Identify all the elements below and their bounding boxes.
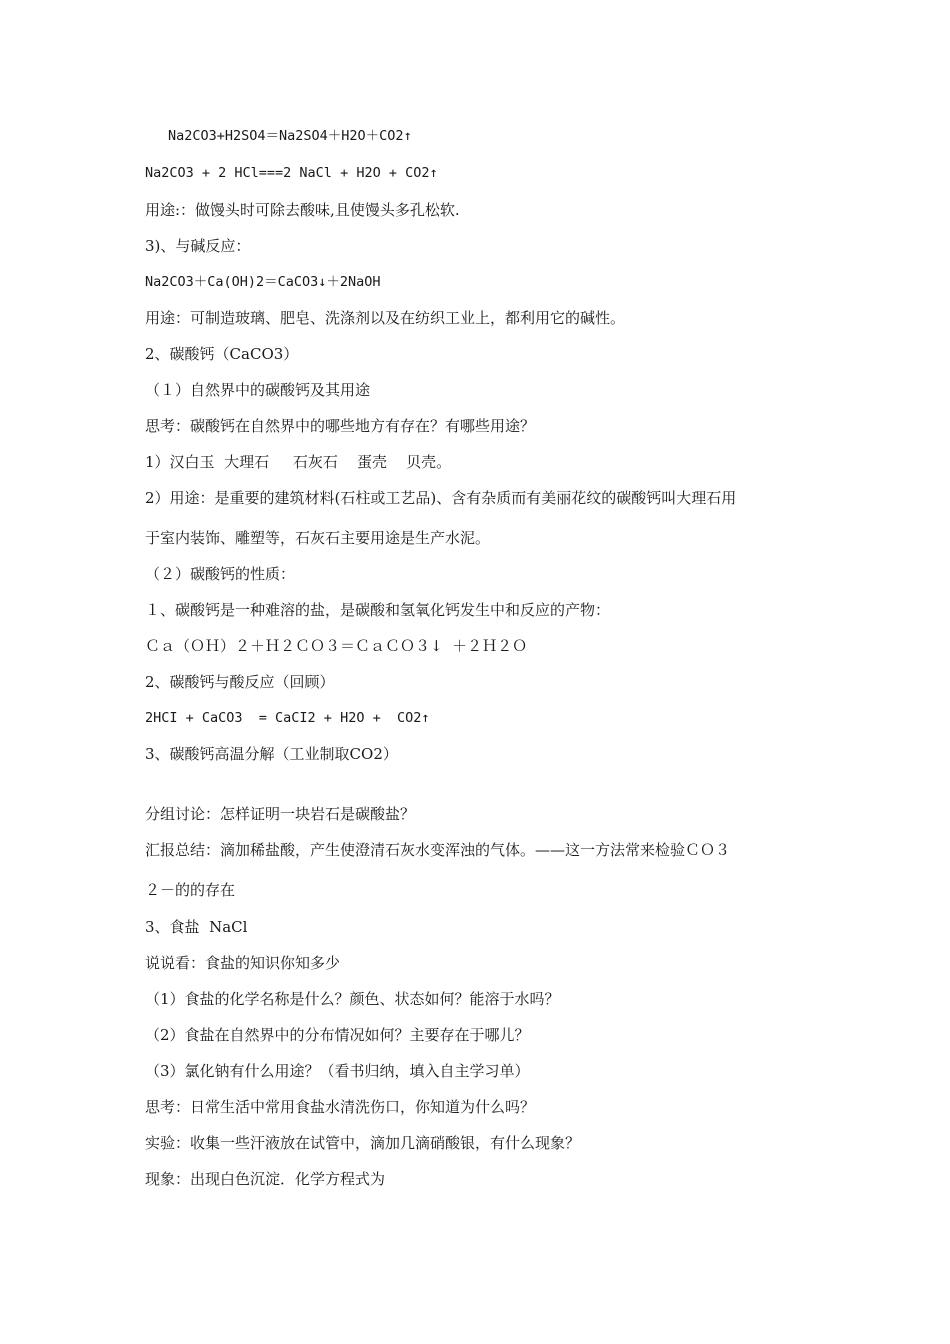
usage-text-2: 用途：可制造玻璃、肥皂、洗涤剂以及在纺织工业上，都利用它的碱性。 <box>145 309 626 327</box>
prompt-text-nacl: 说说看：食盐的知识你知多少 <box>145 954 341 972</box>
question-text-2: 思考：日常生活中常用食盐水清洗伤口，你知道为什么吗？ <box>145 1098 536 1116</box>
usage-text-1: 用途:：做馒头时可除去酸味,且使馒头多孔松软. <box>145 201 460 219</box>
question-text-1: 思考：碳酸钙在自然界中的哪些地方有存在？有哪些用途？ <box>145 417 536 435</box>
question-nacl-2: （2）食盐在自然界中的分布情况如何？主要存在于哪儿？ <box>145 1026 530 1044</box>
equation-caoh2-h2co3: Ｃａ（ＯＨ）２＋Ｈ２ＣＯ３＝ＣａＣＯ３↓ ＋２Ｈ２Ｏ <box>145 637 528 655</box>
experiment-text: 实验：收集一些汗液放在试管中，滴加几滴硝酸银，有什么现象？ <box>145 1134 581 1152</box>
equation-hcl-caco3: 2HCI + CaCO3 = CaCI2 + H2O + CO2↑ <box>145 710 430 726</box>
summary-text-continued: ２－的的存在 <box>145 881 236 899</box>
list-item-minerals: 1）汉白玉 大理石 石灰石 蛋壳 贝壳。 <box>145 453 452 471</box>
section-heading-base-reaction: 3)、与碱反应： <box>145 237 251 255</box>
summary-text: 汇报总结：滴加稀盐酸，产生使澄清石灰水变浑浊的气体。——这一方法常来检验ＣＯ３ <box>145 841 731 859</box>
subheading-natural-caco3: （１）自然界中的碳酸钙及其用途 <box>145 381 371 399</box>
equation-na2co3-caoh2: Na2CO3＋Ca(OH)2＝CaCO3↓＋2NaOH <box>145 274 381 290</box>
subheading-caco3-properties: （２）碳酸钙的性质： <box>145 565 296 583</box>
discussion-text: 分组讨论：怎样证明一块岩石是碳酸盐？ <box>145 805 416 823</box>
section-heading-caco3: 2、碳酸钙（CaCO3） <box>145 345 299 363</box>
property-text-3: 3、碳酸钙高温分解（工业制取CO2） <box>145 745 398 763</box>
usage-text-3-continued: 于室内装饰、雕塑等，石灰石主要用途是生产水泥。 <box>145 529 491 547</box>
question-nacl-1: （1）食盐的化学名称是什么？颜色、状态如何？能溶于水吗？ <box>145 990 560 1008</box>
equation-na2co3-hcl: Na2CO3 + 2 HCl===2 NaCl + H2O + CO2↑ <box>145 165 438 181</box>
property-text-1: １、碳酸钙是一种难溶的盐，是碳酸和氢氧化钙发生中和反应的产物： <box>145 601 611 619</box>
property-text-2: 2、碳酸钙与酸反应（回顾） <box>145 673 335 691</box>
section-heading-nacl: 3、食盐 NaCl <box>145 918 248 936</box>
question-nacl-3: （3）氯化钠有什么用途？（看书归纳，填入自主学习单） <box>145 1062 530 1080</box>
phenomenon-text: 现象：出现白色沉淀．化学方程式为 <box>145 1170 386 1188</box>
equation-na2co3-h2so4: Na2CO3+H2SO4＝Na2SO4＋H2O＋CO2↑ <box>168 128 412 144</box>
usage-text-3: 2）用途：是重要的建筑材料(石柱或工艺品)、含有杂质而有美丽花纹的碳酸钙叫大理石用 <box>145 489 737 507</box>
